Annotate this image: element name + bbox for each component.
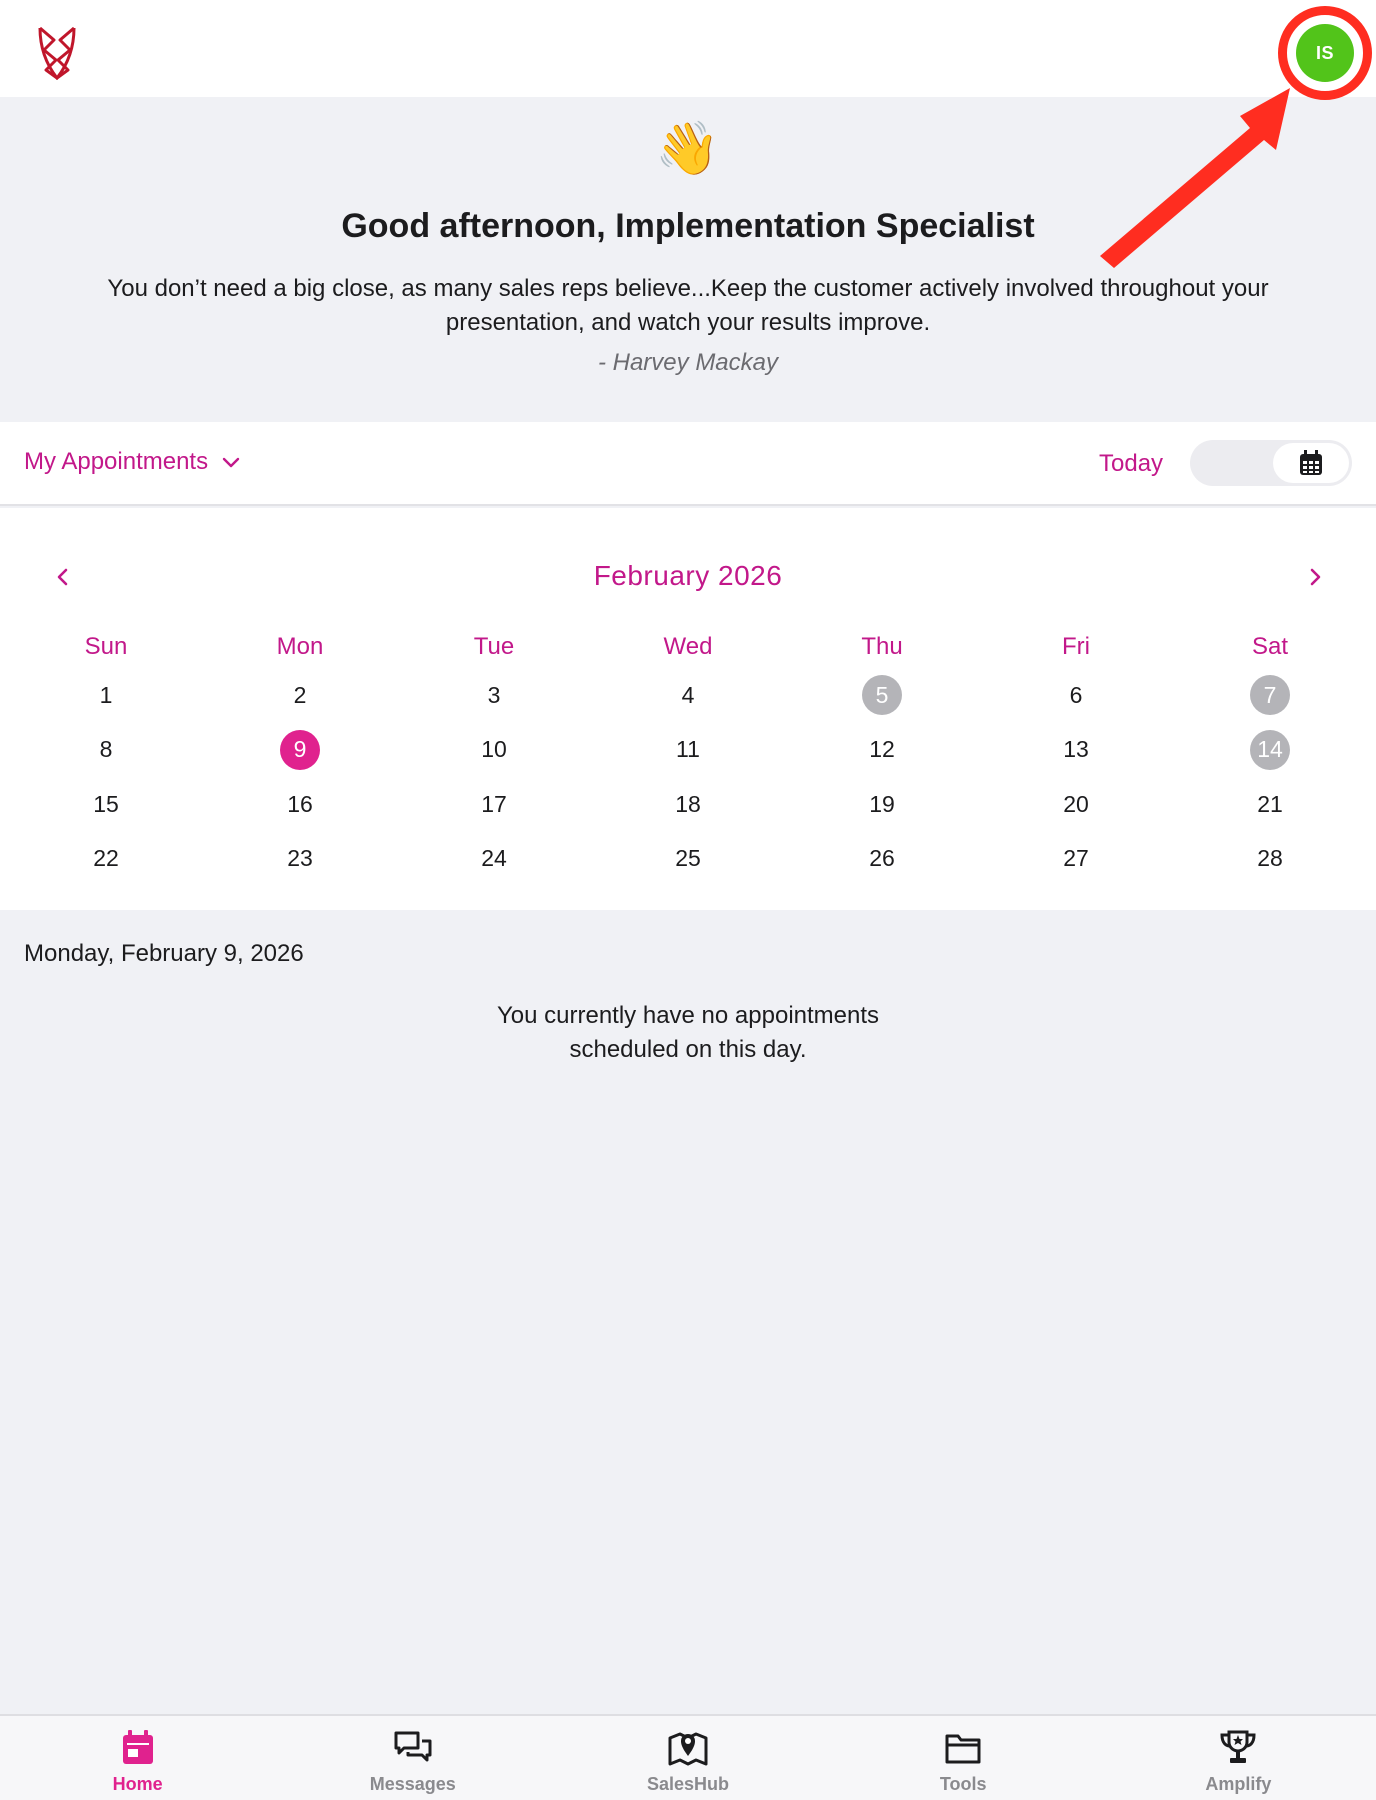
chat-bubbles-icon <box>391 1726 435 1770</box>
calendar-week-row <box>9 668 1367 723</box>
weekday-label: Sat <box>1251 633 1289 660</box>
calendar-day-cell[interactable] <box>203 784 397 824</box>
calendar-day-cell[interactable] <box>397 730 591 770</box>
chevron-down-icon <box>220 451 242 473</box>
calendar-day-number: 22 <box>93 845 119 872</box>
tab-messages[interactable] <box>275 1716 550 1800</box>
tab-label: Messages <box>369 1774 456 1794</box>
calendar-day-number: 26 <box>869 845 895 872</box>
weekday-label: Tue <box>473 633 515 660</box>
calendar-day-number: 14 <box>1250 730 1290 770</box>
calendar-day-number: 20 <box>1063 790 1089 817</box>
appointments-filter-label: My Appointments <box>24 448 209 475</box>
calendar-day-number: 12 <box>869 736 895 763</box>
today-button[interactable]: Today <box>1099 450 1164 477</box>
weekday-label: Wed <box>663 633 713 660</box>
calendar-week-row <box>9 777 1367 832</box>
calendar-week-row <box>9 723 1367 778</box>
weekday-label: Thu <box>861 633 903 660</box>
calendar-week-row <box>9 832 1367 887</box>
calendar-day-number: 3 <box>487 681 501 708</box>
calendar-day-cell[interactable] <box>979 675 1173 715</box>
folder-icon <box>941 1726 985 1770</box>
bottom-tab-bar <box>0 1714 1376 1800</box>
calendar-day-number: 17 <box>481 790 507 817</box>
calendar-day-number: 19 <box>869 790 895 817</box>
calendar-day-number: 2 <box>293 681 307 708</box>
appointments-toolbar <box>0 422 1376 506</box>
calendar-day-cell[interactable] <box>397 675 591 715</box>
calendar-day-cell[interactable] <box>397 839 591 879</box>
calendar-day-cell-with-appointment[interactable] <box>785 675 979 715</box>
calendar-day-cell[interactable] <box>1173 839 1367 879</box>
calendar-day-cell[interactable] <box>9 730 203 770</box>
calendar-icon <box>116 1726 160 1770</box>
calendar-day-cell[interactable] <box>785 784 979 824</box>
calendar-view-toggle <box>1190 440 1352 486</box>
avatar-highlight-ring <box>1278 6 1372 100</box>
tab-label: Home <box>112 1774 163 1794</box>
calendar-day-number: 23 <box>287 845 313 872</box>
calendar-day-cell[interactable] <box>785 730 979 770</box>
calendar-day-cell[interactable] <box>785 839 979 879</box>
calendar-day-cell[interactable] <box>203 839 397 879</box>
calendar-day-cell-with-appointment[interactable] <box>1173 730 1367 770</box>
weekday-label: Fri <box>1062 633 1090 660</box>
calendar-day-cell[interactable] <box>591 839 785 879</box>
calendar-day-cell-selected[interactable] <box>203 730 397 770</box>
appointments-filter-dropdown[interactable] <box>24 448 242 476</box>
calendar-day-number: 4 <box>681 681 695 708</box>
weekday-label: Mon <box>276 633 324 660</box>
calendar-day-cell-with-appointment[interactable] <box>1173 675 1367 715</box>
calendar-day-number: 25 <box>675 845 701 872</box>
calendar-day-cell[interactable] <box>9 675 203 715</box>
selected-date-heading: Monday, February 9, 2026 <box>24 940 304 967</box>
calendar-day-number: 7 <box>1250 675 1290 715</box>
next-month-chevron-icon[interactable] <box>1304 562 1328 592</box>
tab-label: Tools <box>939 1774 987 1794</box>
tab-tools[interactable] <box>826 1716 1101 1800</box>
greeting-section <box>0 97 1376 422</box>
calendar-day-cell[interactable] <box>1173 784 1367 824</box>
calendar-day-number: 1 <box>99 681 113 708</box>
no-appointments-line: scheduled on this day. <box>569 1036 807 1063</box>
calendar-day-number: 13 <box>1063 736 1089 763</box>
motivational-quote: You don’t need a big close, as many sales reps believe...Keep the customer actively involved throughout your presentation, and watch your results improve. <box>107 275 1269 336</box>
month-calendar <box>0 508 1376 910</box>
month-view-icon <box>1298 449 1324 477</box>
app-logo <box>36 24 78 80</box>
calendar-grid <box>9 626 1367 886</box>
calendar-day-number: 8 <box>99 736 113 763</box>
calendar-day-cell[interactable] <box>591 730 785 770</box>
greeting-title: Good afternoon, Implementation Specialist <box>341 207 1035 245</box>
month-view-button[interactable] <box>1273 443 1349 483</box>
top-bar <box>0 0 1376 97</box>
tab-label: SalesHub <box>646 1774 729 1794</box>
tab-home[interactable] <box>0 1716 275 1800</box>
calendar-day-number: 18 <box>675 790 701 817</box>
weekday-header-row <box>9 626 1367 668</box>
calendar-day-number: 28 <box>1257 845 1283 872</box>
calendar-day-number: 5 <box>862 675 902 715</box>
calendar-day-cell[interactable] <box>591 784 785 824</box>
calendar-day-cell[interactable] <box>979 730 1173 770</box>
calendar-day-number: 15 <box>93 790 119 817</box>
calendar-month-title: February 2026 <box>593 560 783 591</box>
calendar-day-cell[interactable] <box>979 784 1173 824</box>
calendar-day-number: 16 <box>287 790 313 817</box>
calendar-day-cell[interactable] <box>591 675 785 715</box>
tab-saleshub[interactable] <box>550 1716 825 1800</box>
calendar-day-number: 9 <box>280 730 320 770</box>
user-avatar-button[interactable]: IS <box>1296 24 1354 82</box>
calendar-day-number: 10 <box>481 736 507 763</box>
calendar-day-number: 6 <box>1069 681 1083 708</box>
no-appointments-line: You currently have no appointments <box>496 1002 880 1029</box>
calendar-day-cell[interactable] <box>203 675 397 715</box>
calendar-day-cell[interactable] <box>9 784 203 824</box>
waving-hand-icon: 👋 <box>655 120 720 178</box>
tab-amplify[interactable] <box>1101 1716 1376 1800</box>
weekday-label: Sun <box>84 633 128 660</box>
calendar-day-cell[interactable] <box>397 784 591 824</box>
calendar-day-number: 21 <box>1257 790 1283 817</box>
calendar-day-number: 11 <box>676 736 700 763</box>
map-pin-icon <box>666 1726 710 1770</box>
calendar-day-number: 24 <box>481 845 507 872</box>
calendar-day-cell[interactable] <box>979 839 1173 879</box>
calendar-day-number: 27 <box>1063 845 1089 872</box>
no-appointments-message <box>438 999 938 1067</box>
quote-author: - Harvey Mackay <box>597 349 779 376</box>
trophy-icon <box>1216 1726 1260 1770</box>
calendar-day-cell[interactable] <box>9 839 203 879</box>
tab-label: Amplify <box>1205 1774 1272 1794</box>
